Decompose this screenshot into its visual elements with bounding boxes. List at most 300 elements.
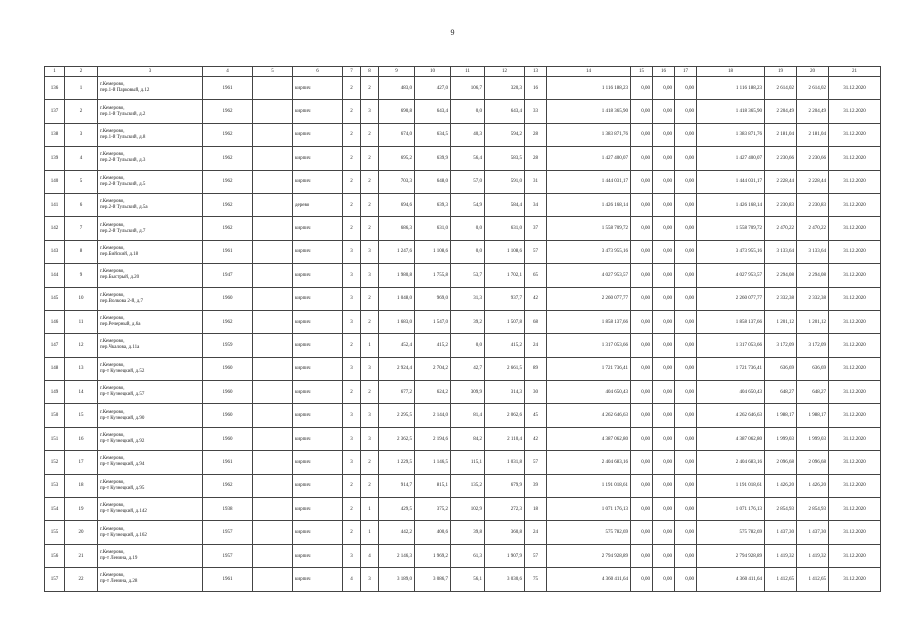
table-cell: кирпич [293, 521, 343, 544]
table-cell: 31.12.2020 [829, 381, 881, 404]
table-cell: 3 [361, 427, 379, 450]
table-cell: 7 [65, 217, 98, 240]
table-cell: 3 172,09 [797, 334, 829, 357]
table-cell: 0,00 [653, 100, 675, 123]
table-cell: 0,00 [631, 334, 653, 357]
table-cell: 65 [525, 264, 547, 287]
table-cell: 2 230,83 [765, 193, 797, 216]
table-cell: 3 [343, 404, 361, 427]
table-cell: 1 031,8 [485, 451, 525, 474]
table-cell: 0,00 [631, 427, 653, 450]
table-cell: 2 854,93 [765, 498, 797, 521]
table-cell: 75 [525, 568, 547, 591]
table-cell: 147 [45, 334, 65, 357]
table-cell: 15 [65, 404, 98, 427]
table-cell: 21 [65, 544, 98, 567]
column-header-11: 11 [451, 67, 485, 77]
table-cell: 594,2 [485, 123, 525, 146]
table-cell: 3 [343, 544, 361, 567]
table-cell: 0,00 [653, 451, 675, 474]
table-cell: 575 782,69 [547, 521, 631, 544]
table-cell [253, 474, 293, 497]
table-cell [253, 521, 293, 544]
table-cell: 139 [45, 147, 65, 170]
table-cell: 34 [525, 193, 547, 216]
table-cell: 0,00 [631, 147, 653, 170]
table-cell: 2 [361, 193, 379, 216]
table-cell: 135,2 [451, 474, 485, 497]
column-header-1: 1 [45, 67, 65, 77]
table-cell: кирпич [293, 77, 343, 100]
table-cell: 1 317 053,66 [697, 334, 765, 357]
table-cell: 2 260 077,77 [697, 287, 765, 310]
table-cell: 575 782,69 [697, 521, 765, 544]
address-cell: г.Кемерово, пр-т Кузнецкий, д.52 [98, 357, 203, 380]
table-cell: 1962 [203, 474, 253, 497]
table-cell: 1 201,12 [765, 310, 797, 333]
table-cell: кирпич [293, 217, 343, 240]
column-header-14: 14 [547, 67, 631, 77]
table-cell [253, 217, 293, 240]
table-cell: кирпич [293, 357, 343, 380]
table-row [45, 264, 881, 287]
table-cell: 1 858 137,66 [697, 310, 765, 333]
table-cell: 483,0 [379, 77, 415, 100]
table-cell: 154 [45, 498, 65, 521]
table-cell: 1961 [203, 568, 253, 591]
table-cell: 1 146,5 [415, 451, 451, 474]
table-cell: 151 [45, 427, 65, 450]
table-cell: 1 116 188,23 [547, 77, 631, 100]
table-cell: 0,00 [675, 77, 697, 100]
address-cell: г.Кемерово, пер.Чкалова, д.11а [98, 334, 203, 357]
column-header-13: 13 [525, 67, 547, 77]
table-cell: 360,8 [485, 521, 525, 544]
table-cell: 3 133,64 [797, 240, 829, 263]
address-cell: г.Кемерово, пр-т Ленина, д.28 [98, 568, 203, 591]
table-cell: 1 427 400,07 [697, 147, 765, 170]
table-cell: 0,00 [675, 217, 697, 240]
table-cell: 0,00 [675, 568, 697, 591]
table-cell: 0,00 [653, 123, 675, 146]
table-cell: 146 [45, 310, 65, 333]
table-cell: 1 383 871,76 [697, 123, 765, 146]
table-cell: 1957 [203, 544, 253, 567]
address-cell: г.Кемерово, пер.1-й Тульский, д.8 [98, 123, 203, 146]
table-cell: 2 470,22 [765, 217, 797, 240]
table-cell: 148 [45, 357, 65, 380]
table-cell: 1960 [203, 427, 253, 450]
table-cell: 3 [343, 451, 361, 474]
column-header-12: 12 [485, 67, 525, 77]
table-cell: 28 [525, 147, 547, 170]
table-cell: 31,3 [451, 287, 485, 310]
table-row [45, 404, 881, 427]
column-header-18: 18 [697, 67, 765, 77]
table-cell: 1 116 188,23 [697, 77, 765, 100]
table-cell: кирпич [293, 498, 343, 521]
column-header-21: 21 [829, 67, 881, 77]
table-cell [253, 568, 293, 591]
table-cell: 33 [525, 100, 547, 123]
address-cell: г.Кемерово, пер.2-й Тульский, д.3 [98, 147, 203, 170]
table-cell: 1962 [203, 170, 253, 193]
table-cell: 2 404 683,16 [547, 451, 631, 474]
table-cell: 1957 [203, 521, 253, 544]
table-cell: 1 247,6 [379, 240, 415, 263]
table-cell: 452,4 [379, 334, 415, 357]
table-cell: 137 [45, 100, 65, 123]
table-cell: 31.12.2020 [829, 568, 881, 591]
table-cell: 1 [361, 521, 379, 544]
table-cell: 2 294,08 [765, 264, 797, 287]
table-cell: 0,00 [653, 240, 675, 263]
table-cell: 2 [361, 170, 379, 193]
table-cell: 3 [343, 357, 361, 380]
table-cell: 0,00 [653, 217, 675, 240]
table-cell: 68 [525, 310, 547, 333]
table-cell: 3 [361, 100, 379, 123]
address-cell: г.Кемерово, пер.1-й Тульский, д.2 [98, 100, 203, 123]
table-cell: 0,00 [675, 357, 697, 380]
table-cell: 0,00 [653, 498, 675, 521]
table-cell: 57,0 [451, 170, 485, 193]
table-cell: 703,3 [379, 170, 415, 193]
table-cell: 0,00 [653, 521, 675, 544]
table-cell: 0,00 [653, 193, 675, 216]
table-cell: 2 614,02 [797, 77, 829, 100]
table-cell: 2 [361, 451, 379, 474]
table-cell: 695,2 [379, 147, 415, 170]
table-cell: 1 427 400,07 [547, 147, 631, 170]
table-cell: 2 [361, 217, 379, 240]
address-cell: г.Кемерово, пер.2-й Тульский, д.5а [98, 193, 203, 216]
table-cell: 1 980,8 [379, 264, 415, 287]
table-cell: кирпич [293, 264, 343, 287]
table-cell: 674,0 [379, 123, 415, 146]
table-cell: 1 191 018,61 [697, 474, 765, 497]
table-cell: 2 [65, 100, 98, 123]
table-cell: 636,69 [765, 357, 797, 380]
table-cell: 0,00 [631, 404, 653, 427]
table-cell: 16 [525, 77, 547, 100]
column-header-4: 4 [203, 67, 253, 77]
table-cell: 0,00 [631, 381, 653, 404]
table-cell: 0,00 [631, 100, 653, 123]
table-cell: 4 027 953,57 [697, 264, 765, 287]
table-cell: 2 230,83 [797, 193, 829, 216]
table-cell: 2 [343, 521, 361, 544]
table-row [45, 521, 881, 544]
table-cell: 4 262 646,63 [547, 404, 631, 427]
table-cell: 0,00 [631, 357, 653, 380]
table-cell: 0,00 [653, 544, 675, 567]
table-cell: 634,5 [415, 123, 451, 146]
table-cell [253, 193, 293, 216]
table-cell: 1 048,0 [379, 287, 415, 310]
table-cell: 1962 [203, 123, 253, 146]
table-cell: 0,00 [653, 474, 675, 497]
table-cell: 3 172,09 [765, 334, 797, 357]
table-cell: 679,9 [485, 474, 525, 497]
table-cell: 1 437,30 [765, 521, 797, 544]
table-cell: 1960 [203, 287, 253, 310]
table-cell: 0,00 [631, 240, 653, 263]
table-cell: 1 558 709,72 [547, 217, 631, 240]
table-cell: 12 [65, 334, 98, 357]
table-cell: 53,7 [451, 264, 485, 287]
table-cell: 39,8 [451, 521, 485, 544]
table-cell: 0,00 [631, 170, 653, 193]
table-cell: 0,00 [653, 147, 675, 170]
table-cell: 1 437,30 [797, 521, 829, 544]
table-row [45, 100, 881, 123]
table-cell: 314,3 [485, 381, 525, 404]
column-header-17: 17 [675, 67, 697, 77]
table-cell: 153 [45, 474, 65, 497]
table-cell: 0,00 [653, 357, 675, 380]
table-cell: 2 144,0 [415, 404, 451, 427]
table-cell: 18 [65, 474, 98, 497]
table-cell: 4 [343, 568, 361, 591]
table-cell: 149 [45, 381, 65, 404]
table-cell: 1 507,8 [485, 310, 525, 333]
table-cell: кирпич [293, 287, 343, 310]
table-cell: 2 [343, 170, 361, 193]
table-cell: 4 027 953,57 [547, 264, 631, 287]
table-cell: 1 755,8 [415, 264, 451, 287]
table-cell: 1 907,9 [485, 544, 525, 567]
table-cell: 140 [45, 170, 65, 193]
table-row [45, 193, 881, 216]
table-cell: 2 230,66 [797, 147, 829, 170]
table-cell: 404 650,43 [547, 381, 631, 404]
table-cell: 1 702,1 [485, 264, 525, 287]
table-cell: 0,00 [675, 310, 697, 333]
table-cell [253, 404, 293, 427]
address-cell: г.Кемерово, пр-т Кузнецкий, д.142 [98, 498, 203, 521]
table-cell: 1 858 137,66 [547, 310, 631, 333]
table-cell: 583,5 [485, 147, 525, 170]
address-cell: г.Кемерово, пр-т Кузнецкий, д.95 [98, 474, 203, 497]
table-cell: 2 228,44 [765, 170, 797, 193]
table-cell: кирпич [293, 334, 343, 357]
table-cell: 3 189,0 [379, 568, 415, 591]
table-cell: 694,6 [379, 193, 415, 216]
table-cell: 13 [65, 357, 98, 380]
address-cell: г.Кемерово, пр-т Кузнецкий, д.162 [98, 521, 203, 544]
table-cell: 937,7 [485, 287, 525, 310]
table-cell: 31.12.2020 [829, 147, 881, 170]
table-cell: 0,00 [631, 217, 653, 240]
table-cell: 0,00 [675, 427, 697, 450]
table-cell: 42,7 [451, 357, 485, 380]
table-row [45, 568, 881, 591]
table-cell: 16 [65, 427, 98, 450]
table-cell: 914,7 [379, 474, 415, 497]
table-cell: кирпич [293, 240, 343, 263]
table-cell: 1 988,17 [765, 404, 797, 427]
table-cell: 0,00 [675, 123, 697, 146]
table-cell: 8 [65, 240, 98, 263]
table-cell: 155 [45, 521, 65, 544]
housing-registry-table [44, 66, 881, 592]
table-cell: 157 [45, 568, 65, 591]
table-cell: 2 295,5 [379, 404, 415, 427]
table-cell: 31.12.2020 [829, 498, 881, 521]
table-cell: 1 317 053,66 [547, 334, 631, 357]
page-number: 9 [450, 28, 455, 37]
table-cell: 1 071 176,13 [547, 498, 631, 521]
table-cell: 0,00 [675, 544, 697, 567]
table-cell: 56,1 [451, 568, 485, 591]
table-cell: 0,00 [675, 264, 697, 287]
table-row [45, 427, 881, 450]
table-cell: 106,7 [451, 77, 485, 100]
table-cell: 4 360 411,64 [547, 568, 631, 591]
table-cell: 0,00 [653, 170, 675, 193]
address-cell: г.Кемерово, пер.Быстрый, д.20 [98, 264, 203, 287]
table-cell: 0,0 [451, 240, 485, 263]
table-cell: 0,00 [675, 381, 697, 404]
table-cell: 3 [361, 240, 379, 263]
table-cell: 20 [65, 521, 98, 544]
table-cell: 0,00 [675, 240, 697, 263]
table-cell: 1 383 871,76 [547, 123, 631, 146]
table-cell: 2 924,4 [379, 357, 415, 380]
table-cell: 0,00 [631, 568, 653, 591]
table-cell: 686,3 [379, 217, 415, 240]
table-cell: 136 [45, 77, 65, 100]
table-cell: 1 201,12 [797, 310, 829, 333]
table-cell: 375,2 [415, 498, 451, 521]
table-cell: 272,3 [485, 498, 525, 521]
table-cell: 4 262 646,63 [697, 404, 765, 427]
address-cell: г.Кемерово, пер.2-й Тульский, д.5 [98, 170, 203, 193]
table-cell: 102,9 [451, 498, 485, 521]
table-cell: 1961 [203, 240, 253, 263]
table-row [45, 498, 881, 521]
table-cell: 31.12.2020 [829, 404, 881, 427]
table-cell: 3 [65, 123, 98, 146]
table-cell: 2 332,38 [765, 287, 797, 310]
column-header-8: 8 [361, 67, 379, 77]
table-cell: 648,27 [797, 381, 829, 404]
table-cell: 17 [65, 451, 98, 474]
table-cell [253, 357, 293, 380]
table-cell: 1 683,0 [379, 310, 415, 333]
table-cell: 24 [525, 521, 547, 544]
table-cell: 31.12.2020 [829, 217, 881, 240]
table-cell: 19 [65, 498, 98, 521]
table-cell: 1 547,0 [415, 310, 451, 333]
table-cell: 2 661,5 [485, 357, 525, 380]
table-cell: 1 108,6 [415, 240, 451, 263]
table-row [45, 240, 881, 263]
table-cell: 56,4 [451, 147, 485, 170]
address-cell: г.Кемерово, пер.2-й Тульский, д.7 [98, 217, 203, 240]
table-cell: 1947 [203, 264, 253, 287]
table-cell: 31.12.2020 [829, 170, 881, 193]
table-cell: 2 181,04 [797, 123, 829, 146]
table-cell: 1962 [203, 310, 253, 333]
table-cell: 31.12.2020 [829, 264, 881, 287]
table-cell [253, 287, 293, 310]
table-cell: 2 470,22 [797, 217, 829, 240]
table-cell [253, 334, 293, 357]
table-cell: 0,00 [653, 381, 675, 404]
table-cell: 0,00 [653, 287, 675, 310]
address-cell: г.Кемерово, пр-т Кузнецкий, д.92 [98, 427, 203, 450]
table-row [45, 217, 881, 240]
table-cell: 0,00 [675, 147, 697, 170]
table-cell: кирпич [293, 147, 343, 170]
table-row [45, 77, 881, 100]
table-cell [253, 310, 293, 333]
table-cell: 320,3 [485, 77, 525, 100]
table-cell: 57 [525, 240, 547, 263]
table-cell: 1 444 031,17 [697, 170, 765, 193]
table-cell: 631,0 [415, 217, 451, 240]
table-cell [253, 498, 293, 521]
table-cell: 815,1 [415, 474, 451, 497]
table-cell: 2 [343, 123, 361, 146]
column-header-16: 16 [653, 67, 675, 77]
table-cell: 0,00 [675, 474, 697, 497]
table-row [45, 334, 881, 357]
table-cell: 1962 [203, 147, 253, 170]
table-cell: 429,5 [379, 498, 415, 521]
table-cell: 54,9 [451, 193, 485, 216]
table-cell: 3 [361, 357, 379, 380]
table-cell: 1 418 365,90 [547, 100, 631, 123]
table-cell: 31.12.2020 [829, 451, 881, 474]
table-cell: 31.12.2020 [829, 521, 881, 544]
table-cell: 2 [343, 77, 361, 100]
table-cell: 3 [361, 264, 379, 287]
table-cell: кирпич [293, 381, 343, 404]
table-cell: 152 [45, 451, 65, 474]
table-cell: 18 [525, 498, 547, 521]
address-cell: г.Кемерово, пр-т Кузнецкий, д.57 [98, 381, 203, 404]
table-cell: 2 794 928,89 [697, 544, 765, 567]
table-cell: 2 [361, 287, 379, 310]
table-cell: дерево [293, 193, 343, 216]
table-cell: 1 229,5 [379, 451, 415, 474]
header-row [45, 67, 881, 77]
table-cell: 31.12.2020 [829, 310, 881, 333]
table-cell: 14 [65, 381, 98, 404]
table-cell: 2 230,66 [765, 147, 797, 170]
table-cell: 31.12.2020 [829, 287, 881, 310]
column-header-10: 10 [415, 67, 451, 77]
table-cell: 31.12.2020 [829, 193, 881, 216]
table-cell: 639,9 [415, 147, 451, 170]
column-header-20: 20 [797, 67, 829, 77]
table-cell: кирпич [293, 568, 343, 591]
table-cell: 142 [45, 217, 65, 240]
table-cell: 0,00 [675, 498, 697, 521]
table-cell: 648,27 [765, 381, 797, 404]
table-cell: 2 181,04 [765, 123, 797, 146]
table-cell: 2 062,6 [485, 404, 525, 427]
table-body [45, 77, 881, 592]
table-row [45, 381, 881, 404]
table-cell: 3 473 955,16 [697, 240, 765, 263]
table-row [45, 287, 881, 310]
table-cell: 2 194,6 [415, 427, 451, 450]
table-cell: 1960 [203, 381, 253, 404]
